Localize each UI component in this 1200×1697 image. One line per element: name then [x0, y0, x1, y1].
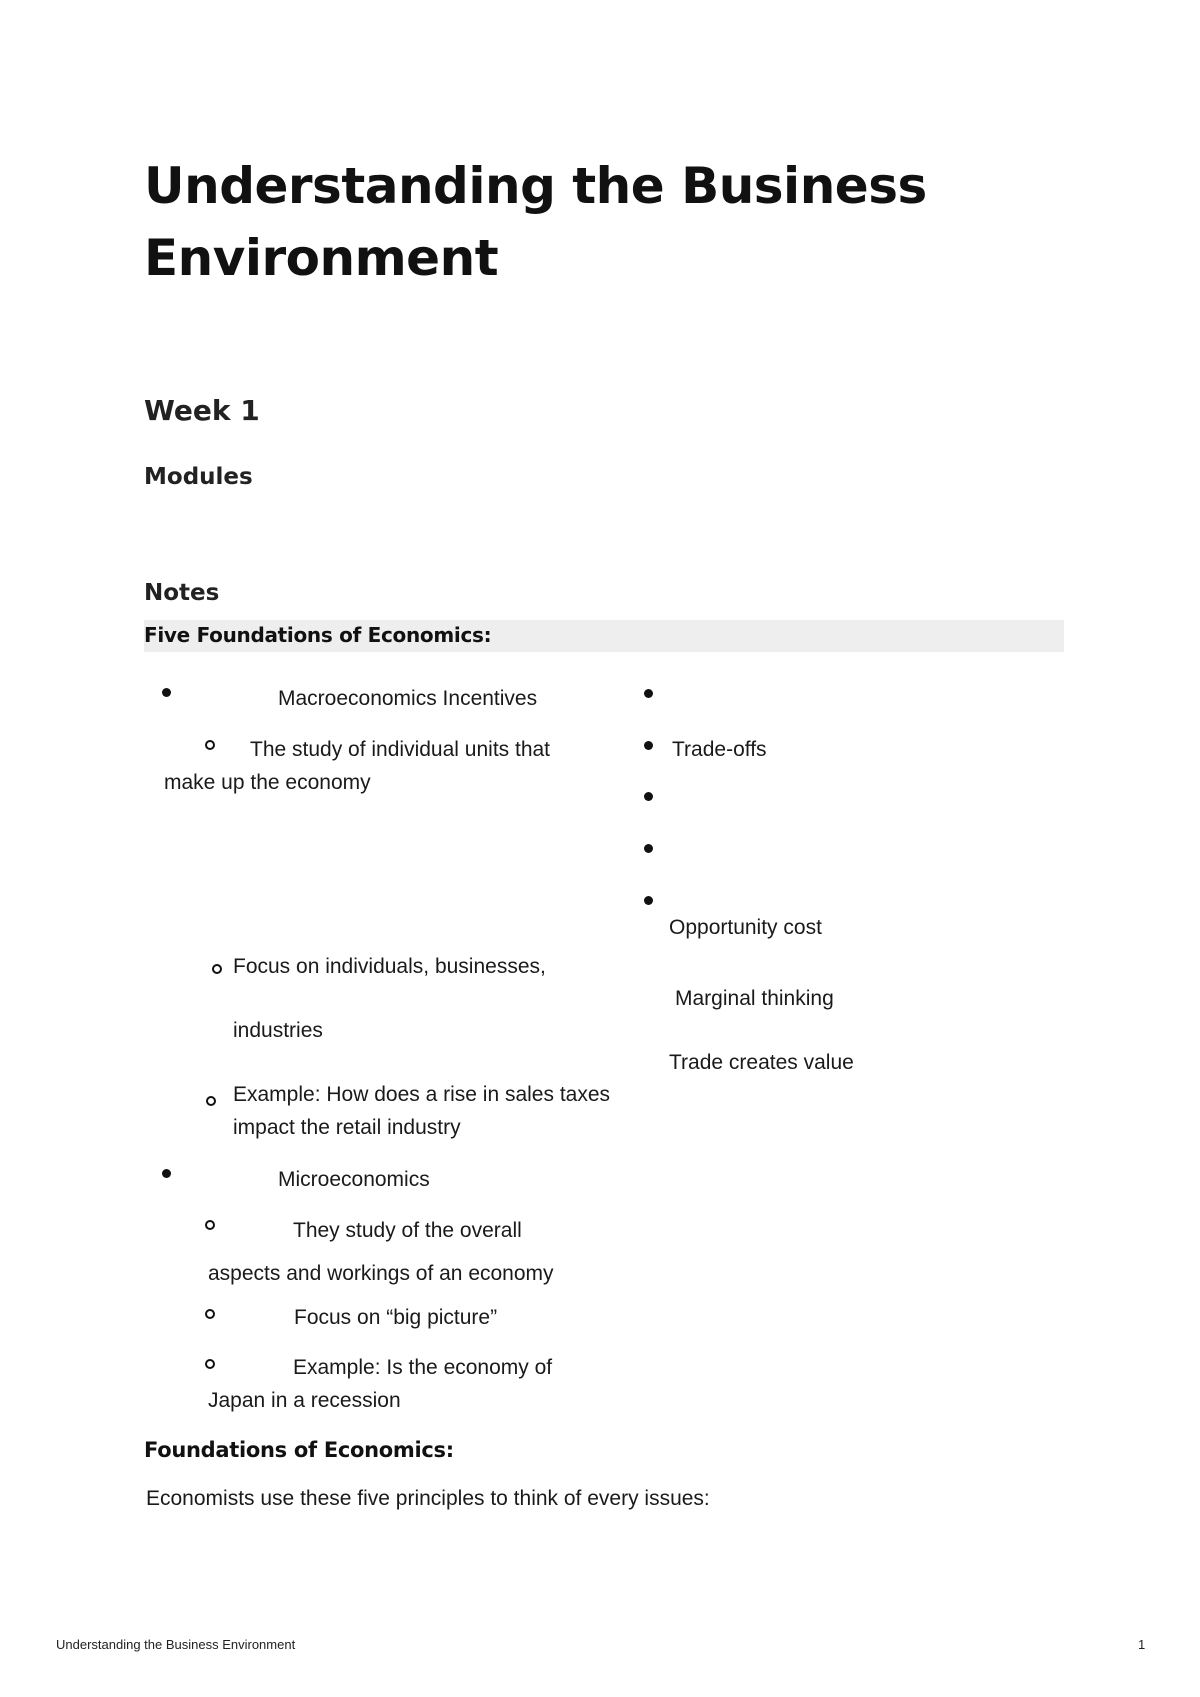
- bullet-icon: [644, 792, 653, 801]
- page-number: 1: [1138, 1637, 1146, 1652]
- notes-heading: Notes: [144, 580, 220, 606]
- circle-bullet-icon: [205, 1309, 215, 1319]
- bullet-icon: [644, 689, 653, 698]
- list-subitem-text: They study of the overall: [293, 1219, 522, 1242]
- list-item-microeconomics: Microeconomics: [278, 1168, 430, 1191]
- list-item-trade-creates-value: Trade creates value: [669, 1051, 854, 1074]
- circle-bullet-icon: [206, 1096, 216, 1106]
- footer-title: Understanding the Business Environment: [56, 1637, 296, 1652]
- circle-bullet-icon: [205, 1220, 215, 1230]
- list-subitem-text: Japan in a recession: [208, 1389, 401, 1412]
- bullet-icon: [162, 1169, 171, 1178]
- document-title-line-1: Understanding the Business: [144, 157, 927, 215]
- list-subitem-text: Example: How does a rise in sales taxes: [233, 1083, 611, 1106]
- list-subitem-text: aspects and workings of an economy: [208, 1262, 554, 1285]
- list-subitem-text: The study of individual units that: [250, 738, 551, 761]
- bullet-icon: [644, 741, 653, 750]
- week-heading: Week 1: [144, 394, 260, 427]
- list-item-macroeconomics: Macroeconomics Incentives: [278, 687, 538, 710]
- list-subitem-text: make up the economy: [164, 771, 371, 794]
- five-foundations-heading: Five Foundations of Economics:: [144, 623, 492, 647]
- circle-bullet-icon: [205, 740, 215, 750]
- list-item-opportunity-cost: Opportunity cost: [669, 916, 822, 939]
- list-subitem-text: Focus on “big picture”: [294, 1306, 498, 1329]
- bullet-icon: [162, 688, 171, 697]
- modules-heading: Modules: [144, 464, 253, 490]
- circle-bullet-icon: [212, 964, 222, 974]
- foundations-intro: Economists use these five principles to think of every issues:: [146, 1487, 710, 1510]
- list-item-marginal-thinking: Marginal thinking: [675, 987, 834, 1010]
- list-subitem-text: industries: [233, 1019, 323, 1042]
- list-subitem-text: impact the retail industry: [233, 1116, 461, 1139]
- list-subitem-text: Example: Is the economy of: [293, 1356, 553, 1379]
- foundations-heading: Foundations of Economics:: [144, 1438, 454, 1462]
- list-subitem-text: Focus on individuals, businesses,: [233, 955, 546, 978]
- document-title-line-2: Environment: [144, 229, 499, 287]
- bullet-icon: [644, 896, 653, 905]
- list-item-trade-offs: Trade-offs: [672, 738, 767, 761]
- bullet-icon: [644, 844, 653, 853]
- circle-bullet-icon: [205, 1359, 215, 1369]
